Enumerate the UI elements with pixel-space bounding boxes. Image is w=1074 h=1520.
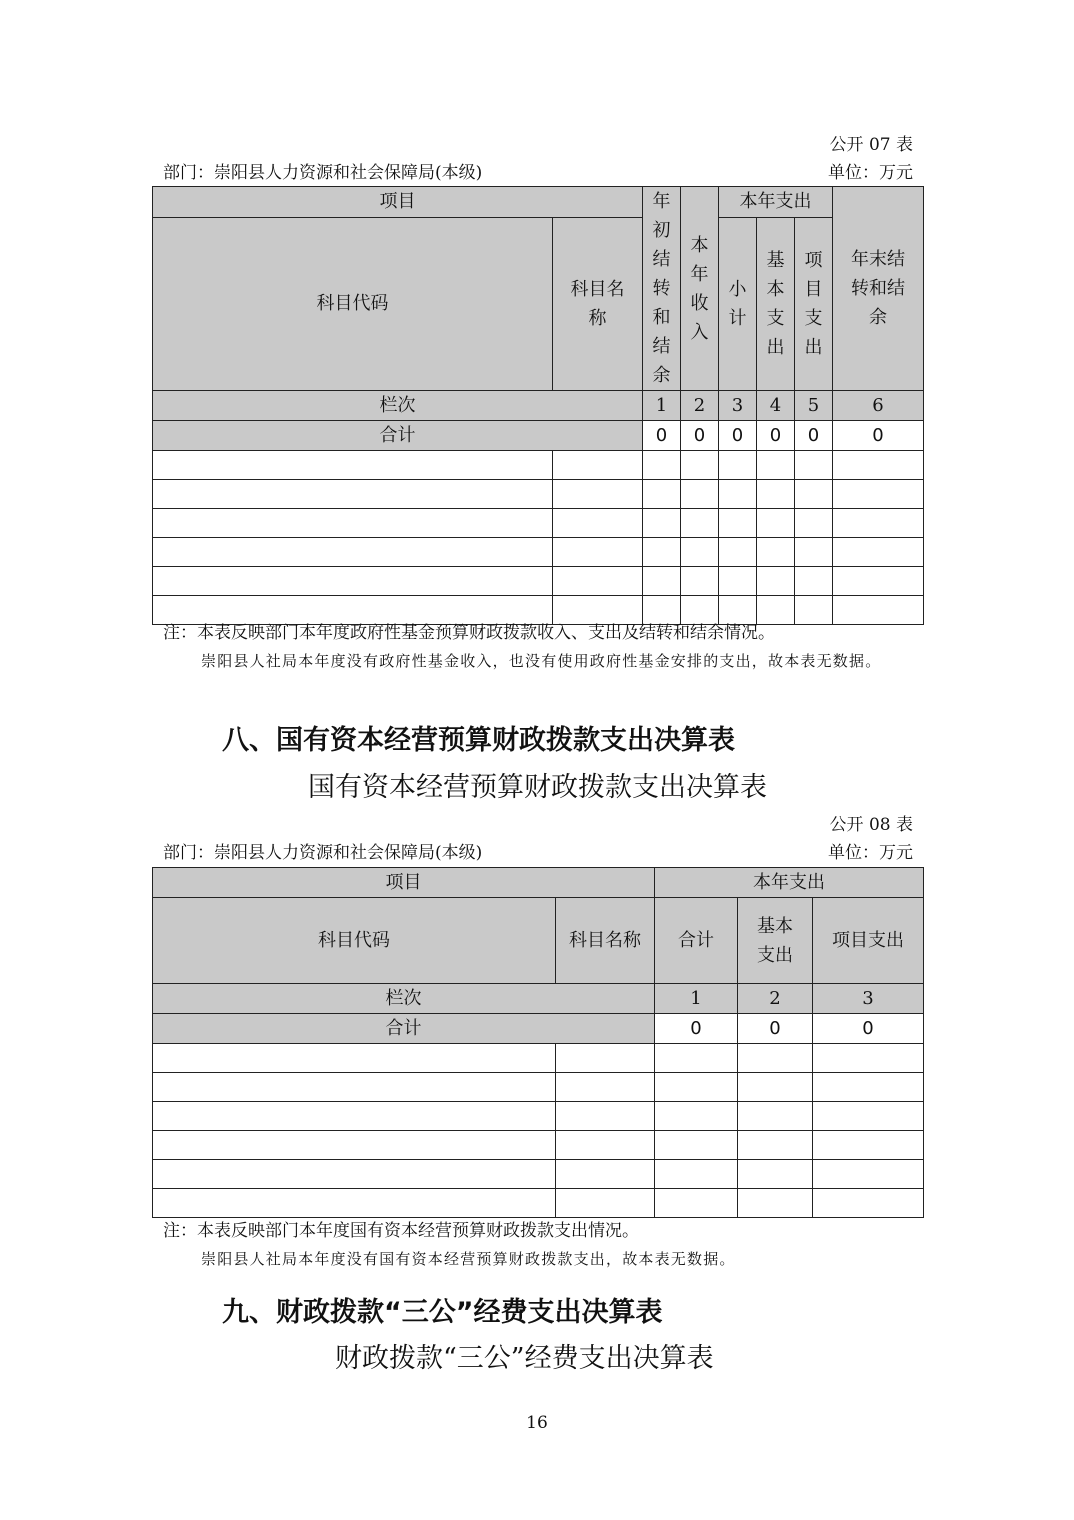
t8-header-project: 项目 [153,868,655,898]
table-row [153,1131,924,1160]
table-row [153,538,924,567]
table7-department: 部门：崇阳县人力资源和社会保障局(本级) [163,163,483,183]
table-row [153,1160,924,1189]
t8-col-num: 1 [655,984,738,1014]
t8-col-num: 2 [738,984,813,1014]
t7-col-num: 2 [681,391,719,421]
table8-note-detail: 崇阳县人社局本年度没有国有资本经营预算财政拨款支出，故本表无数据。 [201,1250,736,1268]
t7-total-value: 0 [833,421,924,451]
table8-department: 部门：崇阳县人力资源和社会保障局(本级) [163,843,483,863]
table8-unit: 单位：万元 [828,843,913,863]
t7-total-value: 0 [757,421,795,451]
t8-header-this-year-exp: 本年支出 [655,868,924,898]
table-row [153,480,924,509]
t8-header-subject-code: 科目代码 [153,898,556,984]
table-row [153,567,924,596]
t8-total-value: 0 [738,1014,813,1044]
t8-col-num: 3 [813,984,924,1014]
t7-col-num: 4 [757,391,795,421]
t8-total-value: 0 [813,1014,924,1044]
table8-code: 公开 08 表 [829,815,913,835]
t7-total-value: 0 [681,421,719,451]
t8-total-value: 0 [655,1014,738,1044]
t8-header-subject-name: 科目名称 [556,898,655,984]
t7-total-value: 0 [795,421,833,451]
section9-subtitle: 财政拨款“三公”经费支出决算表 [335,1343,714,1374]
t7-header-begin-balance: 年初结转和结余 [643,187,681,391]
table7-unit: 单位：万元 [828,163,913,183]
t7-total-value: 0 [719,421,757,451]
t7-header-project: 项目 [153,187,643,218]
table7-note: 注：本表反映部门本年度政府性基金预算财政拨款收入、支出及结转和结余情况。 [163,623,775,643]
section8-subtitle: 国有资本经营预算财政拨款支出决算表 [308,772,767,803]
t7-col-num: 5 [795,391,833,421]
t8-total-label: 合计 [153,1014,655,1044]
table7 [152,186,924,625]
t7-total-label: 合计 [153,421,643,451]
t7-header-income: 本年收入 [681,187,719,391]
t7-header-subtotal: 小计 [719,217,757,390]
table-row [153,1044,924,1073]
section8-heading: 八、国有资本经营预算财政拨款支出决算表 [222,725,735,756]
section9-heading: 九、财政拨款“三公”经费支出决算表 [222,1297,663,1328]
t7-col-num: 3 [719,391,757,421]
t7-header-basic-exp: 基本支出 [757,217,795,390]
t7-header-project-exp: 项目支出 [795,217,833,390]
t7-header-subject-name: 科目名称 [553,217,643,390]
t7-col-label: 栏次 [153,391,643,421]
table8 [152,867,924,1218]
t8-header-project-exp: 项目支出 [813,898,924,984]
table-row [153,1102,924,1131]
table7-code: 公开 07 表 [829,135,913,155]
table-row [153,1189,924,1218]
t7-total-value: 0 [643,421,681,451]
t7-col-num: 6 [833,391,924,421]
t8-header-total: 合计 [655,898,738,984]
t7-header-this-year-exp: 本年支出 [719,187,833,218]
t7-header-subject-code: 科目代码 [153,217,553,390]
page-number: 16 [526,1413,548,1433]
table-row [153,509,924,538]
table-row [153,1073,924,1102]
table8-note: 注：本表反映部门本年度国有资本经营预算财政拨款支出情况。 [163,1221,639,1241]
t7-col-num: 1 [643,391,681,421]
t8-header-basic-exp: 基本支出 [738,898,813,984]
t7-header-end-balance: 年末结转和结余 [833,187,924,391]
table7-note-detail: 崇阳县人社局本年度没有政府性基金收入，也没有使用政府性基金安排的支出，故本表无数据。 [201,652,882,670]
table-row [153,451,924,480]
t8-col-label: 栏次 [153,984,655,1014]
